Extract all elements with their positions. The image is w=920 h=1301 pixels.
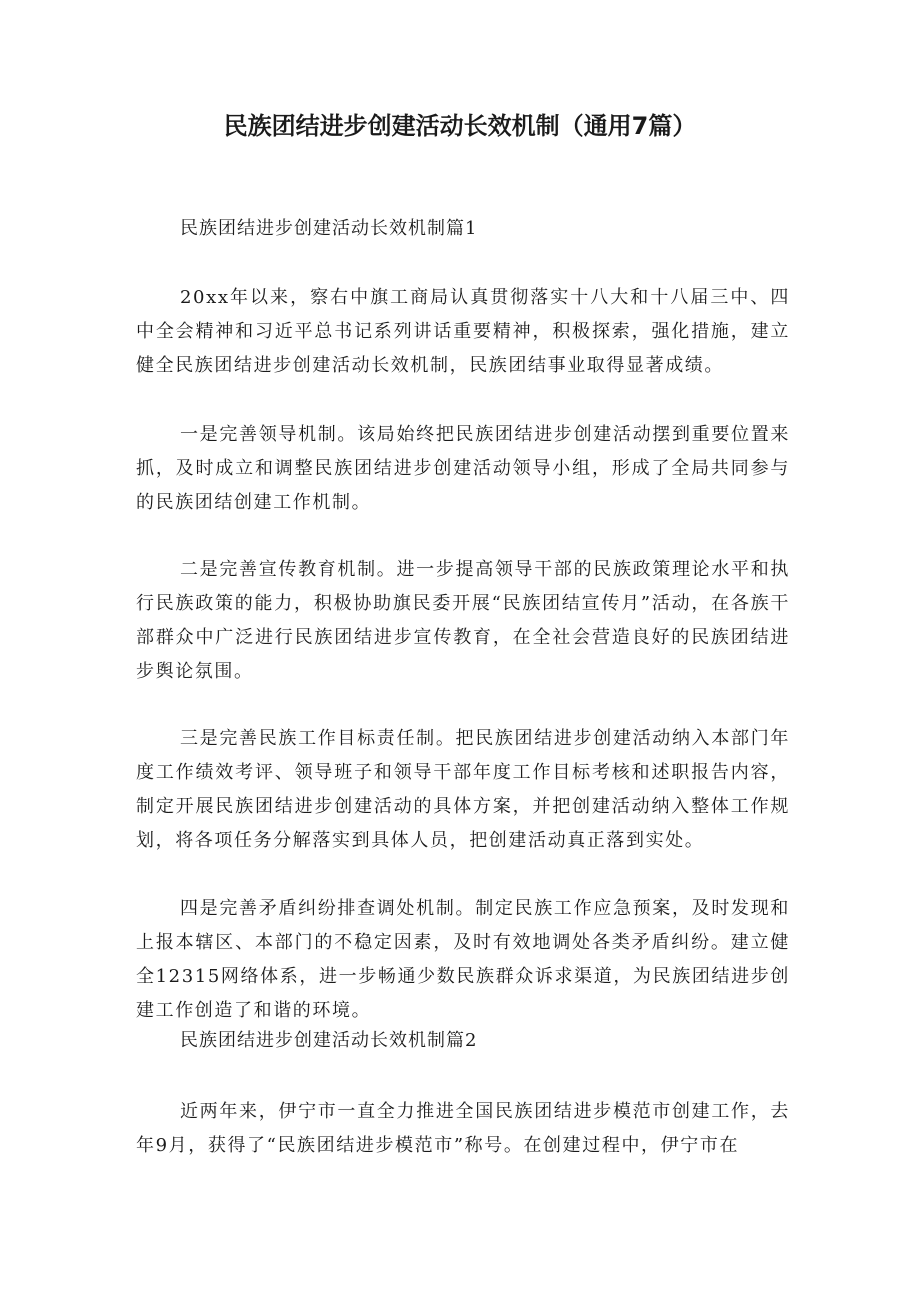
paragraph: 四是完善矛盾纠纷排查调处机制。制定民族工作应急预案，及时发现和上报本辖区、本部门的不稳定因素，及时有效地调处各类矛盾纠纷。建立健全12315网络体系，进一步畅通少数民族群众诉求渠道，为民族团结进步创建工作创造了和谐的环境。 (136, 898, 790, 1021)
paragraph: 近两年来，伊宁市一直全力推进全国民族团结进步模范市创建工作，去年9月，获得了“民族团结进步模范市”称号。在创建过程中，伊宁市在 (136, 1101, 790, 1156)
paragraph: 二是完善宣传教育机制。进一步提高领导干部的民族政策理论水平和执行民族政策的能力，积极协助旗民委开展“民族团结宣传月”活动，在各族干部群众中广泛进行民族团结进步宣传教育，在全社会营造良好的民族团结进步舆论氛围。 (136, 559, 790, 682)
paragraph: 一是完善领导机制。该局始终把民族团结进步创建活动摆到重要位置来抓，及时成立和调整民族团结进步创建活动领导小组，形成了全局共同参与的民族团结创建工作机制。 (136, 424, 790, 513)
paragraph: 20xx年以来，察右中旗工商局认真贯彻落实十八大和十八届三中、四中全会精神和习近平总书记系列讲话重要精神，积极探索，强化措施，建立健全民族团结进步创建活动长效机制，民族团结事业取得显著成绩。 (136, 287, 790, 376)
section-heading-2: 民族团结进步创建活动长效机制篇2 (180, 1030, 478, 1051)
document-title: 民族团结进步创建活动长效机制（通用7篇） (223, 112, 697, 140)
paragraph: 三是完善民族工作目标责任制。把民族团结进步创建活动纳入本部门年度工作绩效考评、领导班子和领导干部年度工作目标考核和述职报告内容，制定开展民族团结进步创建活动的具体方案，并把创建活动纳入整体工作规划，将各项任务分解落实到具体人员，把创建活动真正落到实处。 (136, 728, 790, 851)
section-heading-1: 民族团结进步创建活动长效机制篇1 (180, 218, 478, 239)
